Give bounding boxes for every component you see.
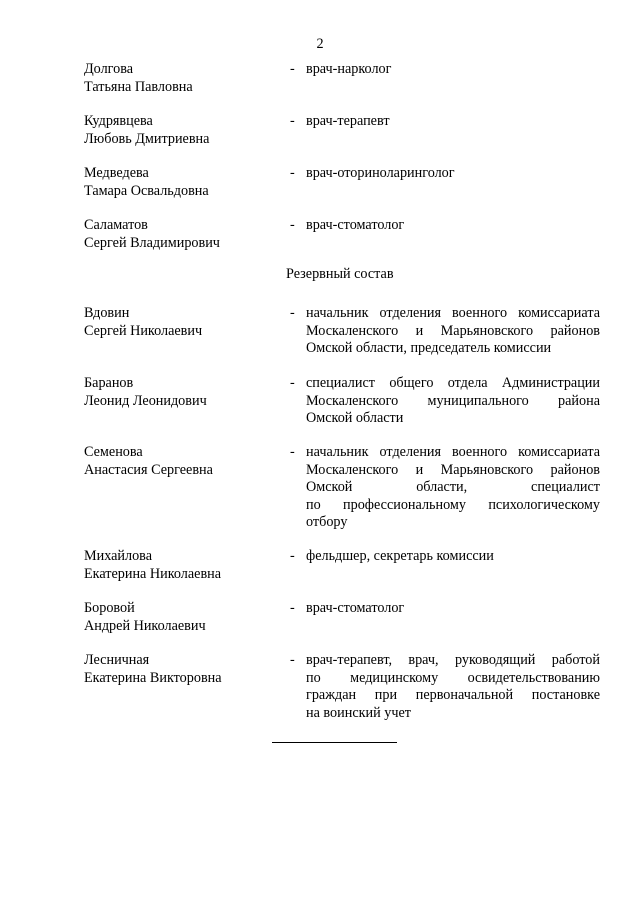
member-surname: Лесничная <box>84 652 150 668</box>
member-given-names: Любовь Дмитриевна <box>84 130 210 147</box>
role-line: Омской области <box>306 410 404 426</box>
member-name <box>84 375 274 410</box>
member-role <box>306 444 600 532</box>
dash: - <box>290 548 295 564</box>
role-line: врач-терапевт <box>306 113 390 129</box>
role-line: врач-стоматолог <box>306 600 405 616</box>
member-given-names: Татьяна Павловна <box>84 78 193 95</box>
member-surname: Долгова <box>84 61 134 77</box>
role-line: на воинский учет <box>306 704 411 721</box>
role-line: по профессиональному психологическому <box>306 496 600 513</box>
page-number: 2 <box>316 36 324 52</box>
member-role <box>306 375 600 428</box>
member-given-names: Екатерина Викторовна <box>84 669 222 686</box>
member-name <box>84 217 274 252</box>
member-surname: Медведева <box>84 165 149 181</box>
member-given-names: Андрей Николаевич <box>84 617 206 634</box>
role-line: граждан при первоначальной постановке <box>306 687 600 703</box>
member-role <box>306 652 600 722</box>
member-name <box>84 305 274 340</box>
dash: - <box>290 652 295 668</box>
role-line: врач-терапевт, врач, руководящий работой <box>306 652 600 668</box>
member-name <box>84 600 274 635</box>
member-name <box>84 61 274 96</box>
role-line: начальник отделения военного комиссариата <box>306 444 600 460</box>
role-line: врач-стоматолог <box>306 217 405 233</box>
member-given-names: Сергей Николаевич <box>84 322 203 339</box>
role-line: отбору <box>306 514 348 530</box>
member-role <box>306 305 600 358</box>
role-line: Москаленского муниципального района <box>306 392 600 409</box>
member-name <box>84 113 274 148</box>
role-line: Москаленского и Марьяновского районов <box>306 322 600 339</box>
dash: - <box>290 113 295 129</box>
member-given-names: Тамара Освальдовна <box>84 182 209 199</box>
role-line: начальник отделения военного комиссариата <box>306 305 600 321</box>
member-name <box>84 165 274 200</box>
role-line: Москаленского и Марьяновского районов <box>306 461 600 478</box>
member-role <box>306 165 600 183</box>
closing-rule <box>272 742 397 743</box>
member-role <box>306 113 600 131</box>
member-surname: Боровой <box>84 600 135 616</box>
member-given-names: Сергей Владимирович <box>84 234 220 251</box>
member-name <box>84 444 274 479</box>
role-line: Омской области, специалист <box>306 479 600 495</box>
member-name <box>84 548 274 583</box>
member-surname: Баранов <box>84 375 134 391</box>
member-surname: Вдовин <box>84 305 130 321</box>
member-surname: Саламатов <box>84 217 148 233</box>
role-line: Омской области, председатель комиссии <box>306 340 552 356</box>
member-given-names: Леонид Леонидович <box>84 392 207 409</box>
dash: - <box>290 165 295 181</box>
role-line: фельдшер, секретарь комиссии <box>306 548 494 564</box>
role-line: врач-нарколог <box>306 61 392 77</box>
member-name <box>84 652 274 687</box>
section-title-reserve: Резервный состав <box>286 266 394 282</box>
member-given-names: Анастасия Сергеевна <box>84 461 213 478</box>
member-role <box>306 548 600 566</box>
role-line: врач-оториноларинголог <box>306 165 455 181</box>
member-role <box>306 217 600 235</box>
member-role <box>306 600 600 618</box>
member-surname: Михайлова <box>84 548 152 564</box>
dash: - <box>290 444 295 460</box>
member-given-names: Екатерина Николаевна <box>84 565 222 582</box>
member-role <box>306 61 600 79</box>
role-line: по медицинскому освидетельствованию <box>306 669 600 686</box>
dash: - <box>290 305 295 321</box>
dash: - <box>290 600 295 616</box>
member-surname: Кудрявцева <box>84 113 153 129</box>
role-line: специалист общего отдела Администрации <box>306 375 600 391</box>
dash: - <box>290 61 295 77</box>
dash: - <box>290 375 295 391</box>
dash: - <box>290 217 295 233</box>
member-surname: Семенова <box>84 444 143 460</box>
